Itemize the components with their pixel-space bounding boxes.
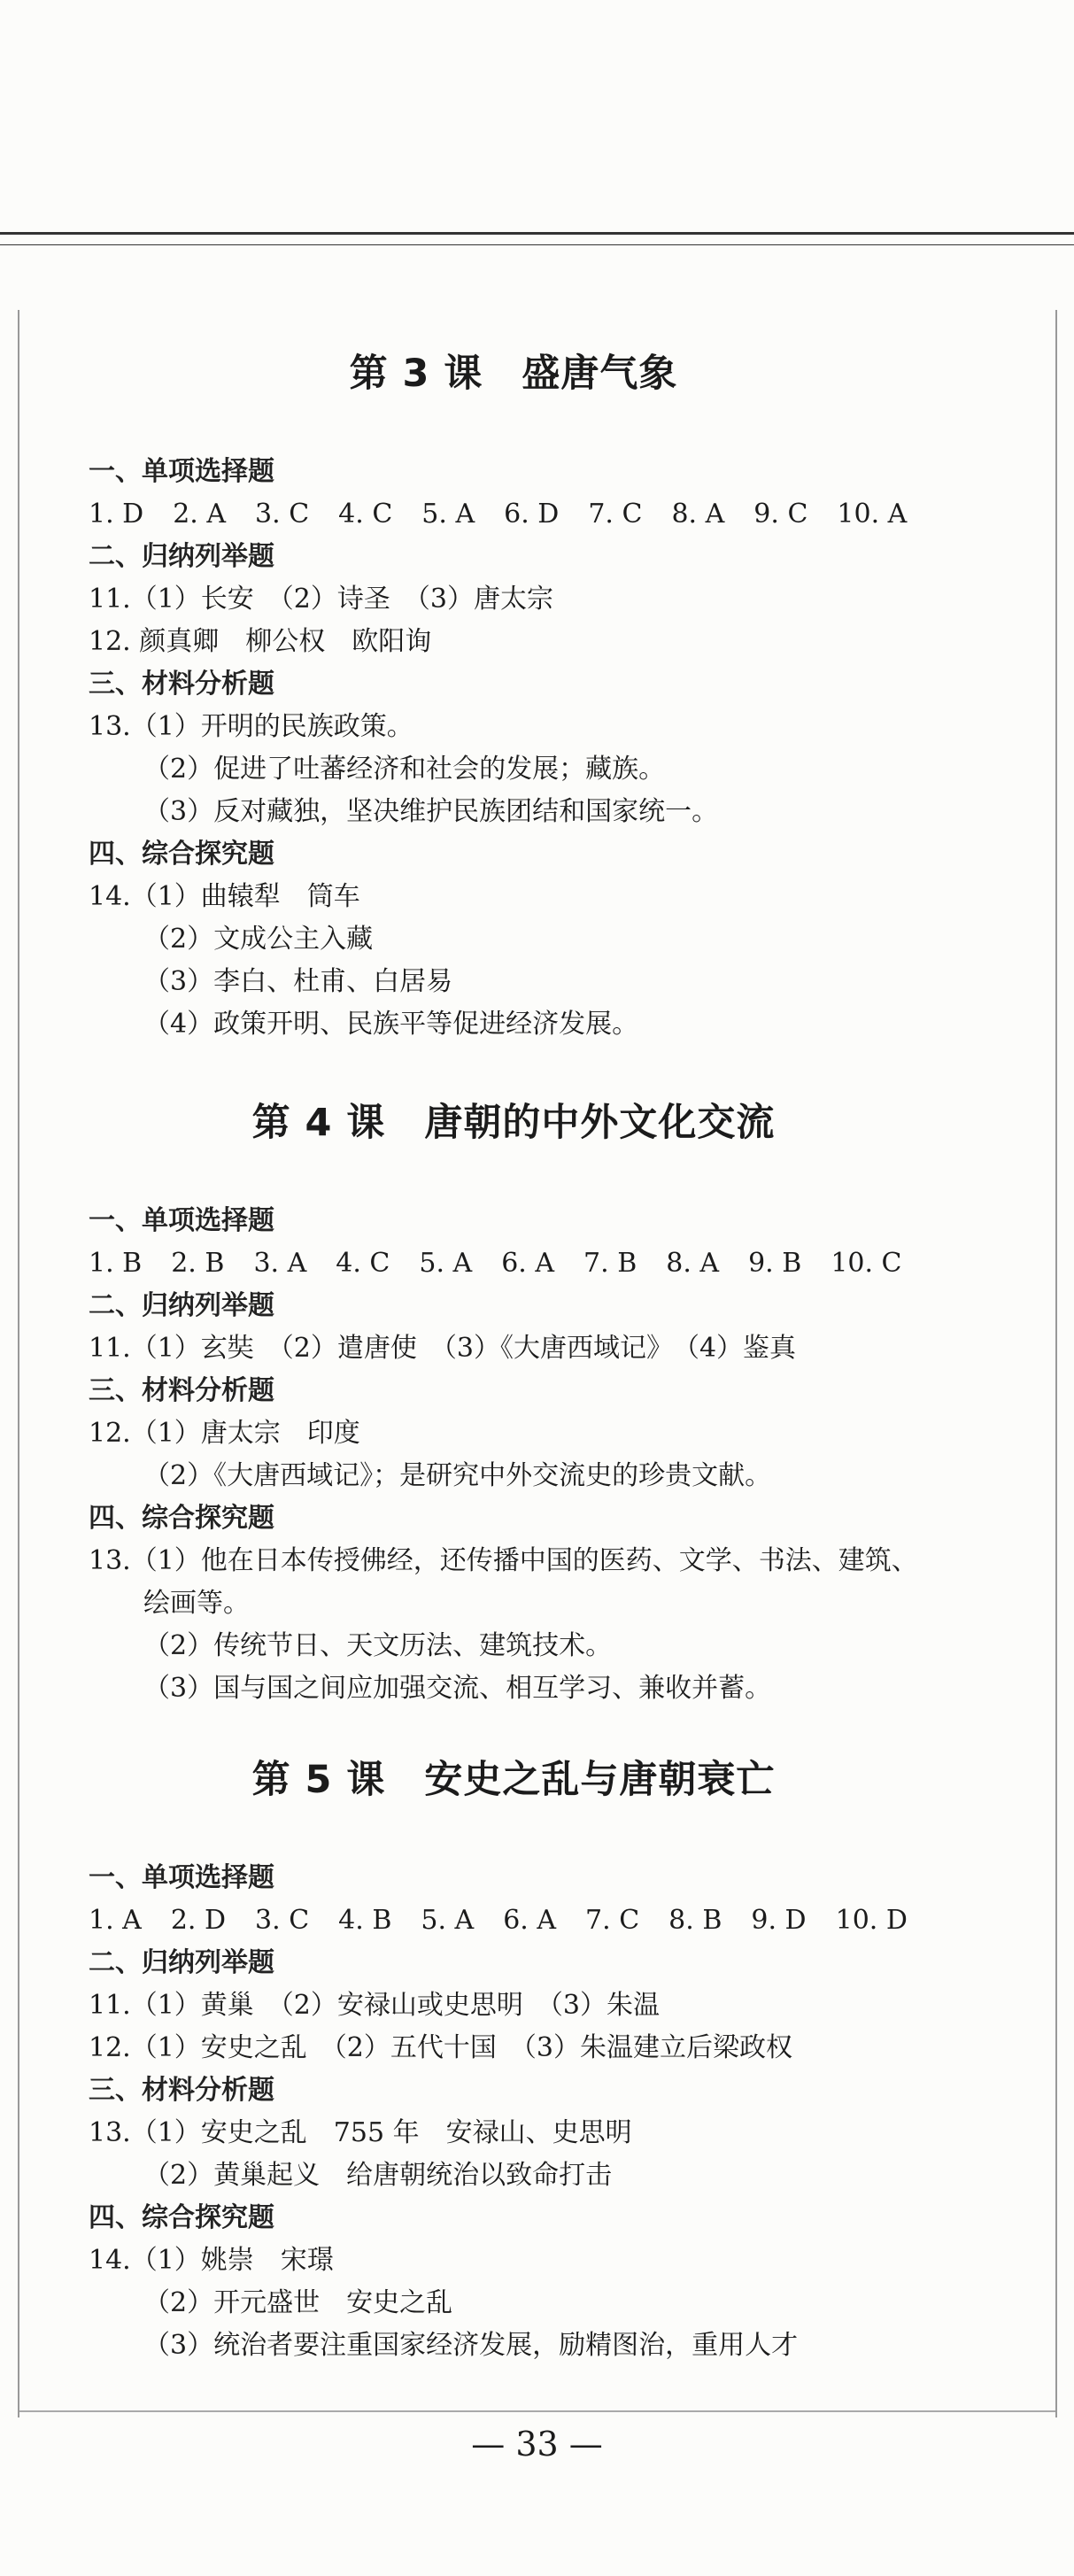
top-rule-thin — [0, 244, 1074, 245]
mc-answer: 7. B — [583, 1248, 637, 1279]
mc-answer: 4. C — [338, 499, 393, 530]
frame-right — [1055, 310, 1057, 2417]
mc-answer: 7. C — [585, 1905, 640, 1936]
section-heading: 三、材料分析题 — [89, 1375, 274, 1406]
answer-line: 13.（1）安史之乱 755 年 安禄山、史思明 — [89, 2117, 632, 2148]
mc-answer: 8. A — [666, 1248, 720, 1279]
answer-subline: （2）促进了吐蕃经济和社会的发展；藏族。 — [143, 754, 666, 785]
section-heading: 三、材料分析题 — [89, 669, 274, 700]
mc-answer: 2. D — [170, 1905, 227, 1936]
mc-answer: 3. A — [253, 1248, 307, 1279]
answer-subline: （4）政策开明、民族平等促进经济发展。 — [143, 1009, 639, 1040]
mc-answer: 10. C — [831, 1248, 902, 1279]
mc-answer: 2. A — [173, 499, 227, 530]
answer-subline: （2）开元盛世 安史之乱 — [143, 2287, 453, 2318]
mc-answer: 8. A — [671, 499, 725, 530]
section-heading: 三、材料分析题 — [89, 2075, 274, 2106]
page-number: — 33 — — [471, 2425, 603, 2464]
mc-answer: 7. C — [588, 499, 643, 530]
section-heading: 二、归纳列举题 — [89, 1290, 274, 1321]
answer-subline: （3）国与国之间应加强交流、相互学习、兼收并蓄。 — [143, 1673, 772, 1704]
answer-subline: （2）传统节日、天文历法、建筑技术。 — [143, 1630, 613, 1661]
mc-answer: 8. B — [668, 1905, 722, 1936]
section-heading: 一、单项选择题 — [89, 1862, 274, 1893]
answer-line: 14.（1）姚崇 宋璟 — [89, 2245, 334, 2276]
mc-answer: 1. B — [89, 1248, 143, 1279]
mc-answer: 3. C — [255, 499, 310, 530]
answer-subline: （2）《大唐西域记》；是研究中外交流史的珍贵文献。 — [143, 1460, 772, 1491]
mc-answer: 9. C — [753, 499, 808, 530]
mc-answer: 2. B — [171, 1248, 225, 1279]
section-heading: 四、综合探究题 — [89, 839, 274, 870]
frame-bottom — [19, 2410, 1055, 2412]
section-heading: 二、归纳列举题 — [89, 1947, 274, 1978]
mc-answer: 10. D — [835, 1905, 908, 1936]
mc-answers — [89, 1899, 939, 1942]
answer-line: 13.（1）他在日本传授佛经，还传播中国的医药、文学、书法、建筑、 — [89, 1545, 918, 1576]
answer-line: 12.（1）安史之乱 （2）五代十国 （3）朱温建立后梁政权 — [89, 2032, 792, 2063]
mc-answer: 1. D — [89, 499, 144, 530]
mc-answer: 9. B — [748, 1248, 802, 1279]
mc-answer: 6. A — [503, 1905, 557, 1936]
answer-subline: （2）文成公主入藏 — [143, 924, 374, 955]
mc-answer: 4. B — [338, 1905, 392, 1936]
answer-subline: （3）反对藏独，坚决维护民族团结和国家统一。 — [143, 796, 719, 827]
frame-left — [18, 310, 19, 2417]
answer-line: 11.（1）长安 （2）诗圣 （3）唐太宗 — [89, 584, 553, 615]
section-heading: 四、综合探究题 — [89, 2202, 274, 2233]
answer-line: 12. 颜真卿 柳公权 欧阳询 — [89, 626, 432, 657]
lesson-5 — [89, 1749, 939, 2367]
mc-answer: 5. A — [421, 1905, 475, 1936]
answer-line: 12.（1）唐太宗 印度 — [89, 1418, 360, 1449]
answer-line: 13.（1）开明的民族政策。 — [89, 711, 413, 742]
top-rule-thick — [0, 232, 1074, 235]
answer-subline: （3）李白、杜甫、白居易 — [143, 966, 453, 997]
mc-answer: 6. A — [501, 1248, 555, 1279]
section-heading: 二、归纳列举题 — [89, 541, 274, 572]
section-heading: 一、单项选择题 — [89, 1205, 274, 1236]
mc-answer: 10. A — [837, 499, 908, 530]
lesson-title: 第 4 课 唐朝的中外文化交流 — [251, 1101, 776, 1145]
mc-answer: 5. A — [419, 1248, 473, 1279]
answer-line: 11.（1）黄巢 （2）安禄山或史思明 （3）朱温 — [89, 1990, 660, 2021]
mc-answers — [89, 1242, 939, 1285]
lesson-4 — [89, 1092, 939, 1710]
mc-answer: 9. D — [751, 1905, 807, 1936]
answer-subline: （3）统治者要注重国家经济发展，励精图治，重用人才 — [143, 2330, 799, 2361]
lesson-title: 第 3 课 盛唐气象 — [349, 352, 678, 396]
answer-line: 14.（1）曲辕犁 筒车 — [89, 881, 360, 912]
lesson-3 — [89, 343, 939, 1046]
answer-subline: （2）黄巢起义 给唐朝统治以致命打击 — [143, 2160, 613, 2191]
mc-answer: 6. D — [504, 499, 560, 530]
answer-subline: 绘画等。 — [143, 1588, 250, 1619]
mc-answer: 1. A — [89, 1905, 142, 1936]
mc-answer: 5. A — [421, 499, 475, 530]
answer-line: 11.（1）玄奘 （2）遣唐使 （3）《大唐西域记》 （4）鉴真 — [89, 1333, 797, 1364]
mc-answer: 4. C — [336, 1248, 390, 1279]
mc-answer: 3. C — [255, 1905, 310, 1936]
section-heading: 一、单项选择题 — [89, 456, 274, 487]
section-heading: 四、综合探究题 — [89, 1503, 274, 1534]
lesson-title: 第 5 课 安史之乱与唐朝衰亡 — [251, 1758, 776, 1802]
mc-answers — [89, 493, 939, 536]
